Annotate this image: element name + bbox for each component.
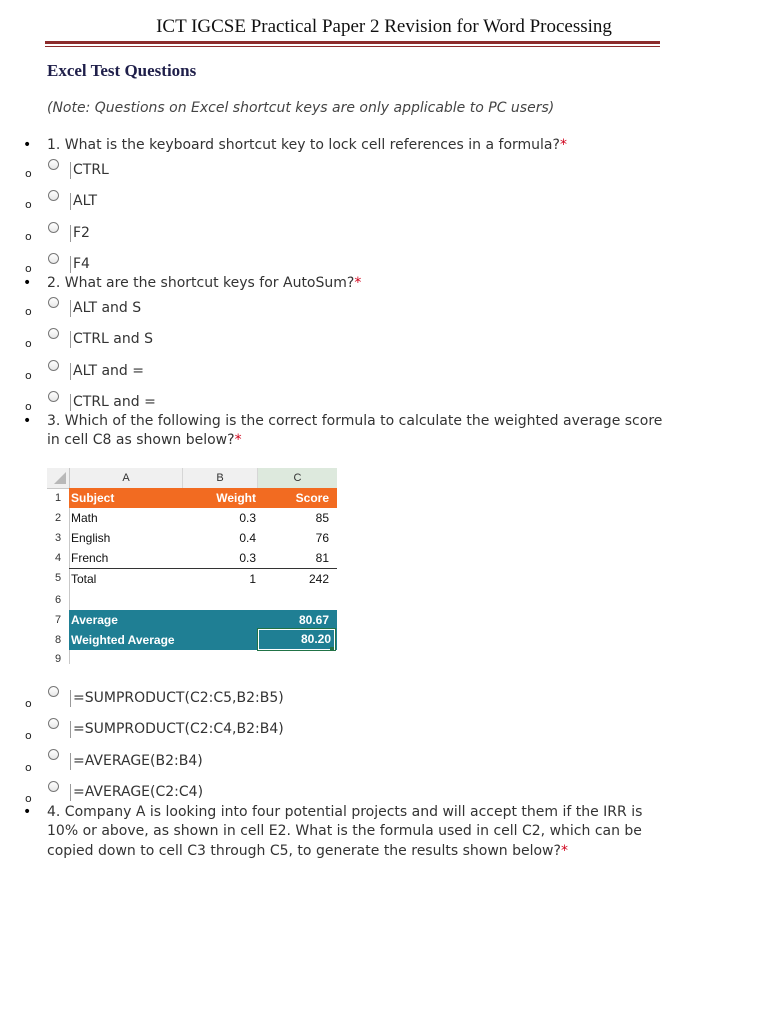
cell-a1: Subject [71, 491, 115, 505]
q2-option-2-radio[interactable] [48, 328, 59, 339]
table-header-row [69, 488, 337, 508]
sub-bullet: o [25, 400, 32, 413]
q2-option-4: CTRL and = [73, 394, 156, 410]
question-2: 2. What are the shortcut keys for AutoSum?* [47, 275, 362, 291]
q2-option-2: CTRL and S [73, 331, 153, 347]
text-cursor [70, 363, 71, 380]
q1-option-3-radio[interactable] [48, 222, 59, 233]
q3-option-1-radio[interactable] [48, 686, 59, 697]
sub-bullet: o [25, 729, 32, 742]
q2-option-3: ALT and = [73, 363, 144, 379]
row-number: 9 [54, 653, 62, 664]
text-cursor [70, 331, 71, 348]
table-row [69, 508, 337, 528]
column-header-a: A [70, 468, 183, 489]
q1-option-2: ALT [73, 193, 98, 209]
question-3-line-1: 3. Which of the following is the correct formula to calculate the weighted average score [47, 413, 663, 429]
selected-cell-c8: 80.20 [258, 629, 335, 650]
header-rule [45, 41, 660, 44]
cell-c4: 81 [315, 551, 329, 565]
text-cursor [70, 256, 71, 273]
sub-bullet: o [25, 337, 32, 350]
row-number: 3 [54, 532, 62, 544]
text-cursor [70, 300, 71, 317]
cell-a7: Average [71, 613, 118, 627]
cell-c2: 85 [315, 511, 329, 525]
bullet: • [23, 275, 32, 291]
table-row [69, 610, 337, 630]
q3-option-3: =AVERAGE(B2:B4) [73, 753, 203, 769]
cell-a4: French [71, 551, 109, 565]
spreadsheet-image [47, 468, 337, 664]
q3-option-4-radio[interactable] [48, 781, 59, 792]
q1-option-3: F2 [73, 225, 90, 241]
q1-option-1-radio[interactable] [48, 159, 59, 170]
row-number: 5 [54, 572, 62, 584]
row-number: 4 [54, 552, 62, 564]
cell-c7: 80.67 [298, 613, 329, 627]
question-3-line-2: in cell C8 as shown below?* [47, 432, 242, 448]
cell-b3: 0.4 [239, 531, 256, 545]
text-cursor [70, 690, 71, 707]
sub-bullet: o [25, 761, 32, 774]
cell-a5: Total [71, 572, 97, 586]
text-cursor [70, 721, 71, 738]
q2-option-4-radio[interactable] [48, 391, 59, 402]
cell-b5: 1 [249, 572, 256, 586]
q3-option-3-radio[interactable] [48, 749, 59, 760]
table-row [69, 548, 337, 569]
section-title: Excel Test Questions [47, 61, 197, 80]
q3-option-4: =AVERAGE(C2:C4) [73, 784, 204, 800]
sub-bullet: o [25, 167, 32, 180]
q2-option-1: ALT and S [73, 300, 142, 316]
q1-option-4: F4 [73, 256, 90, 272]
row-number: 2 [54, 512, 62, 524]
sub-bullet: o [25, 230, 32, 243]
q3-option-1: =SUMPRODUCT(C2:C5,B2:B5) [73, 690, 284, 706]
sub-bullet: o [25, 262, 32, 275]
cell-b1: Weight [216, 491, 256, 505]
fill-handle [330, 647, 334, 651]
cell-a2: Math [71, 511, 98, 525]
text-cursor [70, 193, 71, 210]
text-cursor [70, 753, 71, 770]
text-cursor [70, 784, 71, 801]
column-header-c: C [258, 468, 337, 489]
cell-c1: Score [295, 491, 329, 505]
bullet: • [23, 413, 32, 429]
header-rule-thin [45, 46, 660, 47]
q2-option-3-radio[interactable] [48, 360, 59, 371]
table-row [69, 528, 337, 548]
cell-b4: 0.3 [239, 551, 256, 565]
row-number: 7 [54, 614, 62, 626]
question-4-line-3: copied down to cell C3 through C5, to generate the results shown below?* [47, 843, 568, 859]
note-text: (Note: Questions on Excel shortcut keys are only applicable to PC users) [47, 100, 555, 116]
select-all-corner [47, 468, 70, 489]
text-cursor [70, 225, 71, 242]
question-4-line-2: 10% or above, as shown in cell E2. What is the formula used in cell C2, which can be [47, 823, 642, 839]
q3-option-2: =SUMPRODUCT(C2:C4,B2:B4) [73, 721, 284, 737]
row-number: 8 [54, 634, 62, 646]
cell-b2: 0.3 [239, 511, 256, 525]
q1-option-2-radio[interactable] [48, 190, 59, 201]
sub-bullet: o [25, 198, 32, 211]
q1-option-4-radio[interactable] [48, 253, 59, 264]
sub-bullet: o [25, 792, 32, 805]
q2-option-1-radio[interactable] [48, 297, 59, 308]
q1-option-1: CTRL [73, 162, 109, 178]
corner-triangle-icon [47, 468, 69, 488]
text-cursor [70, 394, 71, 411]
sub-bullet: o [25, 369, 32, 382]
bullet: • [23, 137, 32, 153]
sub-bullet: o [25, 305, 32, 318]
bullet: • [23, 804, 32, 820]
sub-bullet: o [25, 697, 32, 710]
q3-option-2-radio[interactable] [48, 718, 59, 729]
document-header: ICT IGCSE Practical Paper 2 Revision for Word Processing [156, 16, 612, 37]
table-row [69, 569, 337, 589]
cell-c5: 242 [308, 572, 329, 586]
cell-a3: English [71, 531, 111, 545]
column-header-b: B [183, 468, 258, 489]
cell-c3: 76 [315, 531, 329, 545]
question-1: 1. What is the keyboard shortcut key to lock cell references in a formula?* [47, 137, 567, 153]
cell-a8: Weighted Average [71, 633, 175, 647]
row-number: 1 [54, 492, 62, 504]
row-number: 6 [54, 594, 62, 606]
text-cursor [70, 162, 71, 179]
question-4-line-1: 4. Company A is looking into four potential projects and will accept them if the IRR is [47, 804, 643, 820]
